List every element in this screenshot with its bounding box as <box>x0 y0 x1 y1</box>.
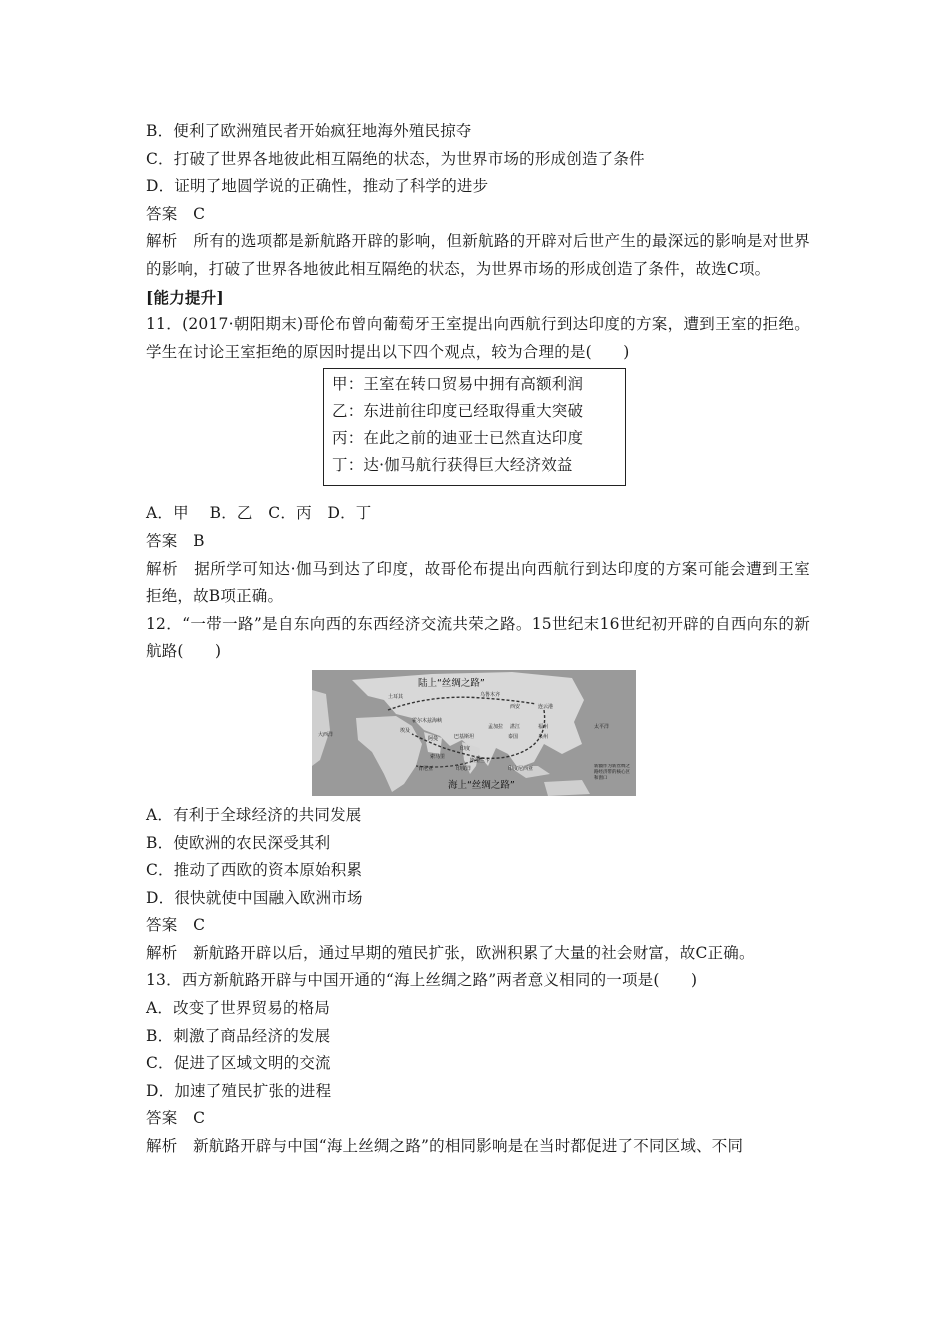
map-label-pacific: 太平洋 <box>594 723 610 730</box>
q11-stem: 11．(2017·朝阳期末)哥伦布曾向葡萄牙王室提出向西航行到达印度的方案，遭到王室的拒绝。学生在讨论王室拒绝的原因时提出以下四个观点，较为合理的是( ) <box>146 315 810 361</box>
map-label-kenya: 肯尼亚 <box>418 765 434 772</box>
map-label-india: 印度 <box>460 745 471 752</box>
map-australia <box>544 780 590 796</box>
q12-analysis: 解析 新航路开辟以后，通过早期的殖民扩张，欧洲积累了大量的社会财富，故C正确。 <box>146 943 755 962</box>
map-label-indian-ocean: 印度洋 <box>456 765 472 772</box>
q13-stem: 13．西方新航路开辟与中国开通的“海上丝绸之路”两者意义相同的一项是( ) <box>146 971 698 990</box>
q10-option-c: C．打破了世界各地彼此相互隔绝的状态，为世界市场的形成创造了条件 <box>146 149 645 168</box>
q12-option-d: D．很快就使中国融入欧洲市场 <box>146 888 363 907</box>
q12-stem: 12．“一带一路”是自东向西的东西经济交流共荣之路。15世纪末16世纪初开辟的自西向东的新航路( ) <box>146 614 810 661</box>
q11-viewpoints-box <box>323 368 626 486</box>
q13-answer: 答案 C <box>146 1109 206 1128</box>
map-label-bangladesh: 孟加拉 <box>488 723 504 730</box>
section-title: [能力提升] <box>146 287 224 307</box>
map-label-urumqi: 乌鲁木齐 <box>480 691 501 698</box>
q13-option-b: B．刺激了商品经济的发展 <box>146 1026 331 1045</box>
map-label-somalia: 索马里 <box>430 753 446 760</box>
q13-option-a: A．改变了世界贸易的格局 <box>146 999 331 1018</box>
q11-viewpoint-bing: 丙：在此之前的迪亚士已然直达印度 <box>332 429 584 448</box>
q11-analysis: 解析 据所学可知达·伽马到达了印度，故哥伦布提出向西航行到达印度的方案可能会遭到王室拒绝，故B项正确。 <box>146 559 810 606</box>
q11-viewpoint-ding: 丁：达·伽马航行获得巨大经济效益 <box>332 456 573 475</box>
map-label-atlantic: 大西洋 <box>318 731 334 738</box>
silk-road-map-svg <box>312 670 636 796</box>
map-label-hormuz: 霍尔木兹海峡 <box>412 717 443 724</box>
q13-option-d: D．加速了殖民扩张的进程 <box>146 1081 332 1100</box>
map-label-egypt: 埃及 <box>400 727 411 734</box>
map-label-lianyungang: 连云港 <box>538 703 554 710</box>
q10-analysis: 解析 所有的选项都是新航路开辟的影响，但新航路的开辟对后世产生的最深远的影响是对世界的影响，打破了世界各地彼此相互隔绝的状态，为世界市场的形成创造了条件，故选C项。 <box>146 232 810 278</box>
q11-viewpoint-jia: 甲：王室在转口贸易中拥有高额利润 <box>332 375 584 394</box>
map-label-zhanjiang: 湛江 <box>510 723 521 730</box>
q13-analysis: 解析 新航路开辟与中国“海上丝绸之路”的相同影响是在当时都促进了不同区域、不同 <box>146 1137 744 1156</box>
map-label-oman: 阿曼 <box>428 735 439 742</box>
q12-option-a: A．有利于全球经济的共同发展 <box>146 805 362 824</box>
q11-viewpoint-yi: 乙：东进前往印度已经取得重大突破 <box>332 402 584 421</box>
map-legend <box>594 764 634 794</box>
map-label-sea-route: 海上“丝绸之路” <box>448 779 515 791</box>
q10-option-d: D．证明了地圆学说的正确性，推动了科学的进步 <box>146 177 489 196</box>
q11-options: A．甲 B．乙 C．丙 D．丁 <box>146 504 372 523</box>
q11-answer: 答案 B <box>146 531 205 550</box>
map-label-indonesia: 印度尼西亚 <box>508 765 534 772</box>
document-page <box>146 118 810 1161</box>
map-legend-text: 新疆作为新丝绸之路经济带的核心区和窗口 <box>594 763 630 781</box>
map-label-thailand: 泰国 <box>508 733 519 740</box>
q12-option-c: C．推动了西欧的资本原始积累 <box>146 861 363 880</box>
map-label-fuzhou: 福州 <box>538 723 549 730</box>
map-label-sri-lanka: 斯里兰卡 <box>470 757 491 764</box>
map-label-land-route: 陆上“丝绸之路” <box>418 677 485 689</box>
q12-answer: 答案 C <box>146 916 206 935</box>
map-label-xian: 西安 <box>510 703 521 710</box>
map-label-pakistan: 巴基斯坦 <box>454 733 475 740</box>
silk-road-map <box>312 670 636 796</box>
q10-option-b: B．便利了欧洲殖民者开始疯狂地海外殖民掠夺 <box>146 122 472 140</box>
q13-option-c: C．促进了区域文明的交流 <box>146 1054 331 1073</box>
q10-answer: 答案 C <box>146 204 206 223</box>
map-label-quanzhou: 泉州 <box>538 733 549 740</box>
map-label-turkey: 土耳其 <box>388 693 404 700</box>
q12-option-b: B．使欧洲的农民深受其利 <box>146 833 331 852</box>
